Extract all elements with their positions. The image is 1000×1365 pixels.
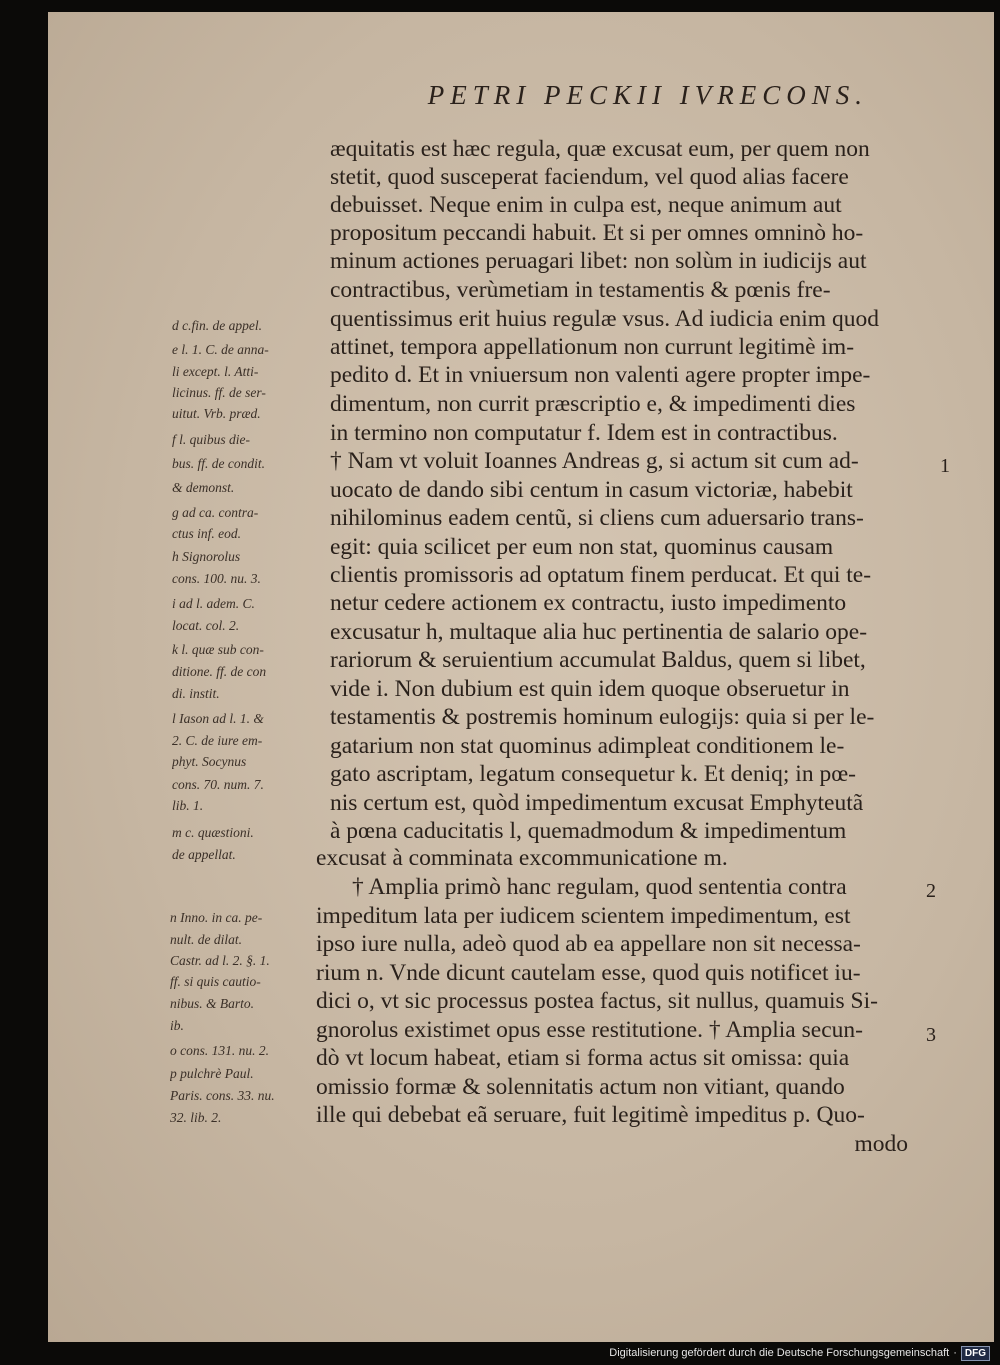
margin-note: nibus. & Barto. bbox=[170, 996, 255, 1011]
body-line: stetit, quod susceperat faciendum, vel quod alias facere bbox=[330, 164, 849, 190]
margin-number: 1 bbox=[940, 455, 950, 477]
body-line: rium n. Vnde dicunt cautelam esse, quod quis notificet iu- bbox=[316, 960, 861, 986]
margin-note: n Inno. in ca. pe- bbox=[170, 910, 263, 925]
footer-text: Digitalisierung gefördert durch die Deutsche Forschungsgemeinschaft bbox=[609, 1347, 950, 1359]
running-head: PETRI PECKII IVRECONS. bbox=[427, 80, 868, 110]
body-line: contractibus, verùmetiam in testamentis & pœnis fre- bbox=[330, 277, 831, 303]
body-line: nihilominus eadem centũ, si cliens cum aduersario trans- bbox=[330, 505, 864, 531]
body-line: dimentum, non currit præscriptio e, & impedimenti dies bbox=[330, 391, 856, 417]
margin-note: locat. col. 2. bbox=[172, 618, 240, 633]
margin-note: ib. bbox=[170, 1018, 184, 1033]
body-line: in termino non computatur f. Idem est in contractibus. bbox=[330, 420, 838, 446]
margin-note: 2. C. de iure em- bbox=[172, 733, 263, 748]
margin-note: di. instit. bbox=[172, 686, 220, 701]
margin-note: o cons. 131. nu. 2. bbox=[170, 1043, 269, 1058]
body-line: æquitatis est hæc regula, quæ excusat eum, per quem non bbox=[330, 136, 870, 162]
body-line: minum actiones peruagari libet: non solùm in iudicijs aut bbox=[330, 248, 867, 274]
margin-note: phyt. Socynus bbox=[172, 754, 247, 769]
margin-note: lib. 1. bbox=[172, 798, 204, 813]
body-line: excusat à comminata excommunicatione m. bbox=[316, 845, 728, 871]
margin-note: f l. quibus die- bbox=[172, 432, 250, 447]
catchword: modo bbox=[854, 1131, 908, 1157]
dfg-logo-icon: DFG bbox=[961, 1346, 990, 1361]
body-line: quentissimus erit huius regulæ vsus. Ad iudicia enim quod bbox=[330, 306, 879, 332]
body-line: propositum peccandi habuit. Et si per omnes omninò ho- bbox=[330, 220, 864, 246]
margin-note: & demonst. bbox=[172, 480, 235, 495]
body-line: pedito d. Et in vniuersum non valenti agere propter impe- bbox=[330, 362, 871, 388]
body-line: ipso iure nulla, adeò quod ab ea appellare non sit necessa- bbox=[316, 931, 861, 957]
margin-note: nult. de dilat. bbox=[170, 932, 242, 947]
margin-number: 3 bbox=[926, 1024, 936, 1046]
margin-note: 32. lib. 2. bbox=[170, 1110, 222, 1125]
body-line: testamentis & postremis hominum eulogijs: quia si per le- bbox=[330, 704, 875, 730]
margin-note: Paris. cons. 33. nu. bbox=[170, 1088, 275, 1103]
margin-note: bus. ff. de condit. bbox=[172, 456, 265, 471]
body-line: debuisset. Neque enim in culpa est, neque animum aut bbox=[330, 192, 842, 218]
body-line: gato ascriptam, legatum consequetur k. Et deniq; in pœ- bbox=[330, 761, 856, 787]
margin-note: l Iason ad l. 1. & bbox=[172, 711, 264, 726]
margin-note: cons. 70. num. 7. bbox=[172, 777, 264, 792]
body-line: dici o, vt sic processus postea factus, sit nullus, quamuis Si- bbox=[316, 988, 878, 1014]
body-line: vide i. Non dubium est quin idem quoque obseruetur in bbox=[330, 676, 850, 702]
margin-note: i ad l. adem. C. bbox=[172, 596, 255, 611]
margin-note: cons. 100. nu. 3. bbox=[172, 571, 261, 586]
body-line: excusatur h, multaque alia huc pertinentia de salario ope- bbox=[330, 619, 868, 645]
body-line: netur cedere actionem ex contractu, iusto impedimento bbox=[330, 590, 847, 616]
body-line: † Amplia primò hanc regulam, quod sententia contra bbox=[352, 874, 847, 900]
body-line: dò vt locum habeat, etiam si forma actus sit omissa: quia bbox=[316, 1045, 850, 1071]
body-line: egit: quia scilicet per eum non stat, quominus causam bbox=[330, 534, 834, 560]
digitization-footer: Digitalisierung gefördert durch die Deutsche Forschungsgemeinschaft · DFG bbox=[609, 1345, 990, 1361]
body-line: à pœna caducitatis l, quemadmodum & impedimentum bbox=[330, 818, 847, 844]
body-line: ille qui debebat eã seruare, fuit legitimè impeditus p. Quo- bbox=[316, 1102, 865, 1128]
margin-note: ctus inf. eod. bbox=[172, 526, 241, 541]
body-line: rariorum & seruientium accumulat Baldus, quem si libet, bbox=[330, 647, 866, 673]
body-line: clientis promissoris ad optatum finem perducat. Et qui te- bbox=[330, 562, 872, 588]
margin-note: de appellat. bbox=[172, 847, 236, 862]
margin-note: h Signorolus bbox=[172, 549, 241, 564]
body-line: omissio formæ & solennitatis actum non vitiant, quando bbox=[316, 1074, 845, 1100]
margin-note: d c.fin. de appel. bbox=[172, 318, 262, 333]
margin-note: ff. si quis cautio- bbox=[170, 974, 261, 989]
margin-note: uitut. Vrb. præd. bbox=[172, 406, 261, 421]
margin-note: g ad ca. contra- bbox=[172, 505, 259, 520]
body-line: gnorolus existimet opus esse restitutione. † Amplia secun- bbox=[316, 1017, 863, 1043]
body-line: uocato de dando sibi centum in casum victoriæ, habebit bbox=[330, 477, 853, 503]
body-line: gatarium non stat quominus adimpleat conditionem le- bbox=[330, 733, 845, 759]
body-line: nis certum est, quòd impedimentum excusat Emphyteutã bbox=[330, 790, 864, 816]
margin-note: e l. 1. C. de anna- bbox=[172, 342, 269, 357]
body-line: impeditum lata per iudicem scientem impedimentum, est bbox=[316, 903, 851, 929]
margin-note: licinus. ff. de ser- bbox=[172, 385, 266, 400]
margin-note: m c. quæstioni. bbox=[172, 825, 254, 840]
margin-number: 2 bbox=[926, 880, 936, 902]
margin-note: li except. l. Atti- bbox=[172, 364, 259, 379]
body-line: attinet, tempora appellationum non currunt legitimè im- bbox=[330, 334, 855, 360]
margin-note: Castr. ad l. 2. §. 1. bbox=[170, 953, 270, 968]
body-line: † Nam vt voluit Ioannes Andreas g, si actum sit cum ad- bbox=[330, 448, 859, 474]
margin-note: ditione. ff. de con bbox=[172, 664, 267, 679]
margin-note: p pulchrè Paul. bbox=[170, 1066, 254, 1081]
margin-note: k l. quæ sub con- bbox=[172, 642, 264, 657]
